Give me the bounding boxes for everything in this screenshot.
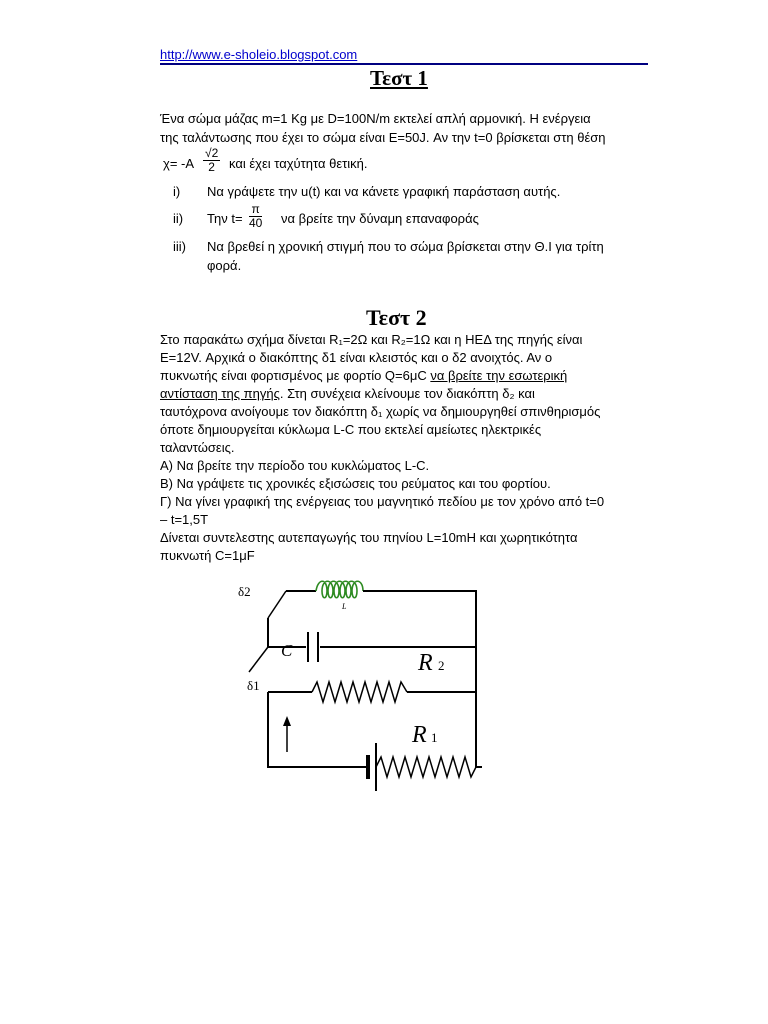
fraction-numerator: √2 [205,146,219,160]
test2-underlined-task: να βρείτε την εσωτερική [430,368,568,383]
label-r2-subscript: 2 [438,658,445,673]
switch-d1-blade [249,647,268,672]
test2-question-b: Β) Να γράψετε τις χρονικές εξισώσεις του ρεύματος και του φορτίου. [160,476,551,491]
test2-line1: Στο παρακάτω σχήμα δίνεται R₁=2Ω και R₂=1Ω και η ΗΕΔ της πηγής είναι [160,332,583,347]
resistor-r2 [312,682,407,702]
item-iii-text-cont: φορά. [207,258,242,273]
label-d1: δ1 [247,678,260,693]
item-ii-pre: Την t= [207,211,243,226]
inductor-coil [316,581,363,598]
switch-d2-blade [268,591,286,618]
current-arrow-head [283,716,291,726]
item-iii-text: Να βρεθεί η χρονική στιγμή που το σώμα βρίσκεται στην Θ.Ι για τρίτη [207,239,604,254]
item-iii-number: iii) [173,239,186,254]
item-i-number: i) [173,184,181,199]
item-i-text: Να γράψετε την u(t) και να κάνετε γραφική παράσταση αυτής. [207,184,561,199]
label-r1-subscript: 1 [431,730,438,745]
fraction-denominator: 40 [249,216,263,230]
test1-line3-pre: χ= -A [163,156,195,171]
test2-question-c: Γ) Να γίνει γραφική της ενέργειας του μαγνητικό πεδίου με τον χρόνο από t=0 [160,494,605,509]
fraction-numerator: π [249,203,262,217]
label-capacitor: C [281,641,293,660]
test2-title: Τεστ 2 [366,305,427,330]
test2-line6: όποτε δημιουργείται κύκλωμα L-C που εκτελεί αμείωτες ηλεκτρικές [160,422,542,437]
test2-question-a: Α) Να βρείτε την περίοδο του κυκλώματος L-C. [160,458,430,473]
item-ii-post: να βρείτε την δύναμη επαναφοράς [281,211,479,226]
test2-line4-text: . Στη συνέχεια κλείνουμε τον διακόπτη δ₂ και [279,386,535,401]
test2-line2: E=12V. Αρχικά ο διακόπτης δ1 είναι κλειστός και ο δ2 ανοιχτός. Αν ο [160,350,553,365]
item-ii-number: ii) [173,211,184,226]
fraction-denominator: 2 [208,160,215,174]
test2-question-c-cont: – t=1,5T [160,512,209,527]
label-r2: R [418,650,433,676]
test2-given-line2: πυκνωτή C=1μF [160,548,255,563]
test1-title: Τεστ 1 [370,66,428,90]
wire-left-vertical [268,692,366,767]
test1-line2: της ταλάντωσης που έχει το σώμα είναι E=50J. Αν την t=0 βρίσκεται στη θέση [160,130,606,145]
test2-line5: ταυτόχρονα ανοίγουμε τον διακόπτη δ₁ χωρίς να δημιουργηθεί σπινθηρισμός [160,404,601,419]
header-link[interactable]: http://www.e-sholeio.blogspot.com [160,47,358,62]
test1-line1: Ένα σώμα μάζας m=1 Kg με D=100N/m εκτελεί απλή αρμονική. Η ενέργεια [160,111,591,126]
test2-given-line1: Δίνεται συντελεστης αυτεπαγωγής του πηνίου L=10mH και χωρητικότητα [160,530,578,545]
resistor-r1 [376,757,482,777]
test2-line7: ταλαντώσεις. [160,440,235,455]
test2-line3-text: πυκνωτής είναι φορτισμένος με φορτίο Q=6μC [160,368,431,383]
label-d2: δ2 [238,584,251,599]
label-inductor: L [342,602,347,611]
test2-underlined-task-cont: αντίσταση της πηγής [160,386,280,401]
test1-line3-post: και έχει ταχύτητα θετική. [229,156,368,171]
label-r1: R [412,722,427,748]
